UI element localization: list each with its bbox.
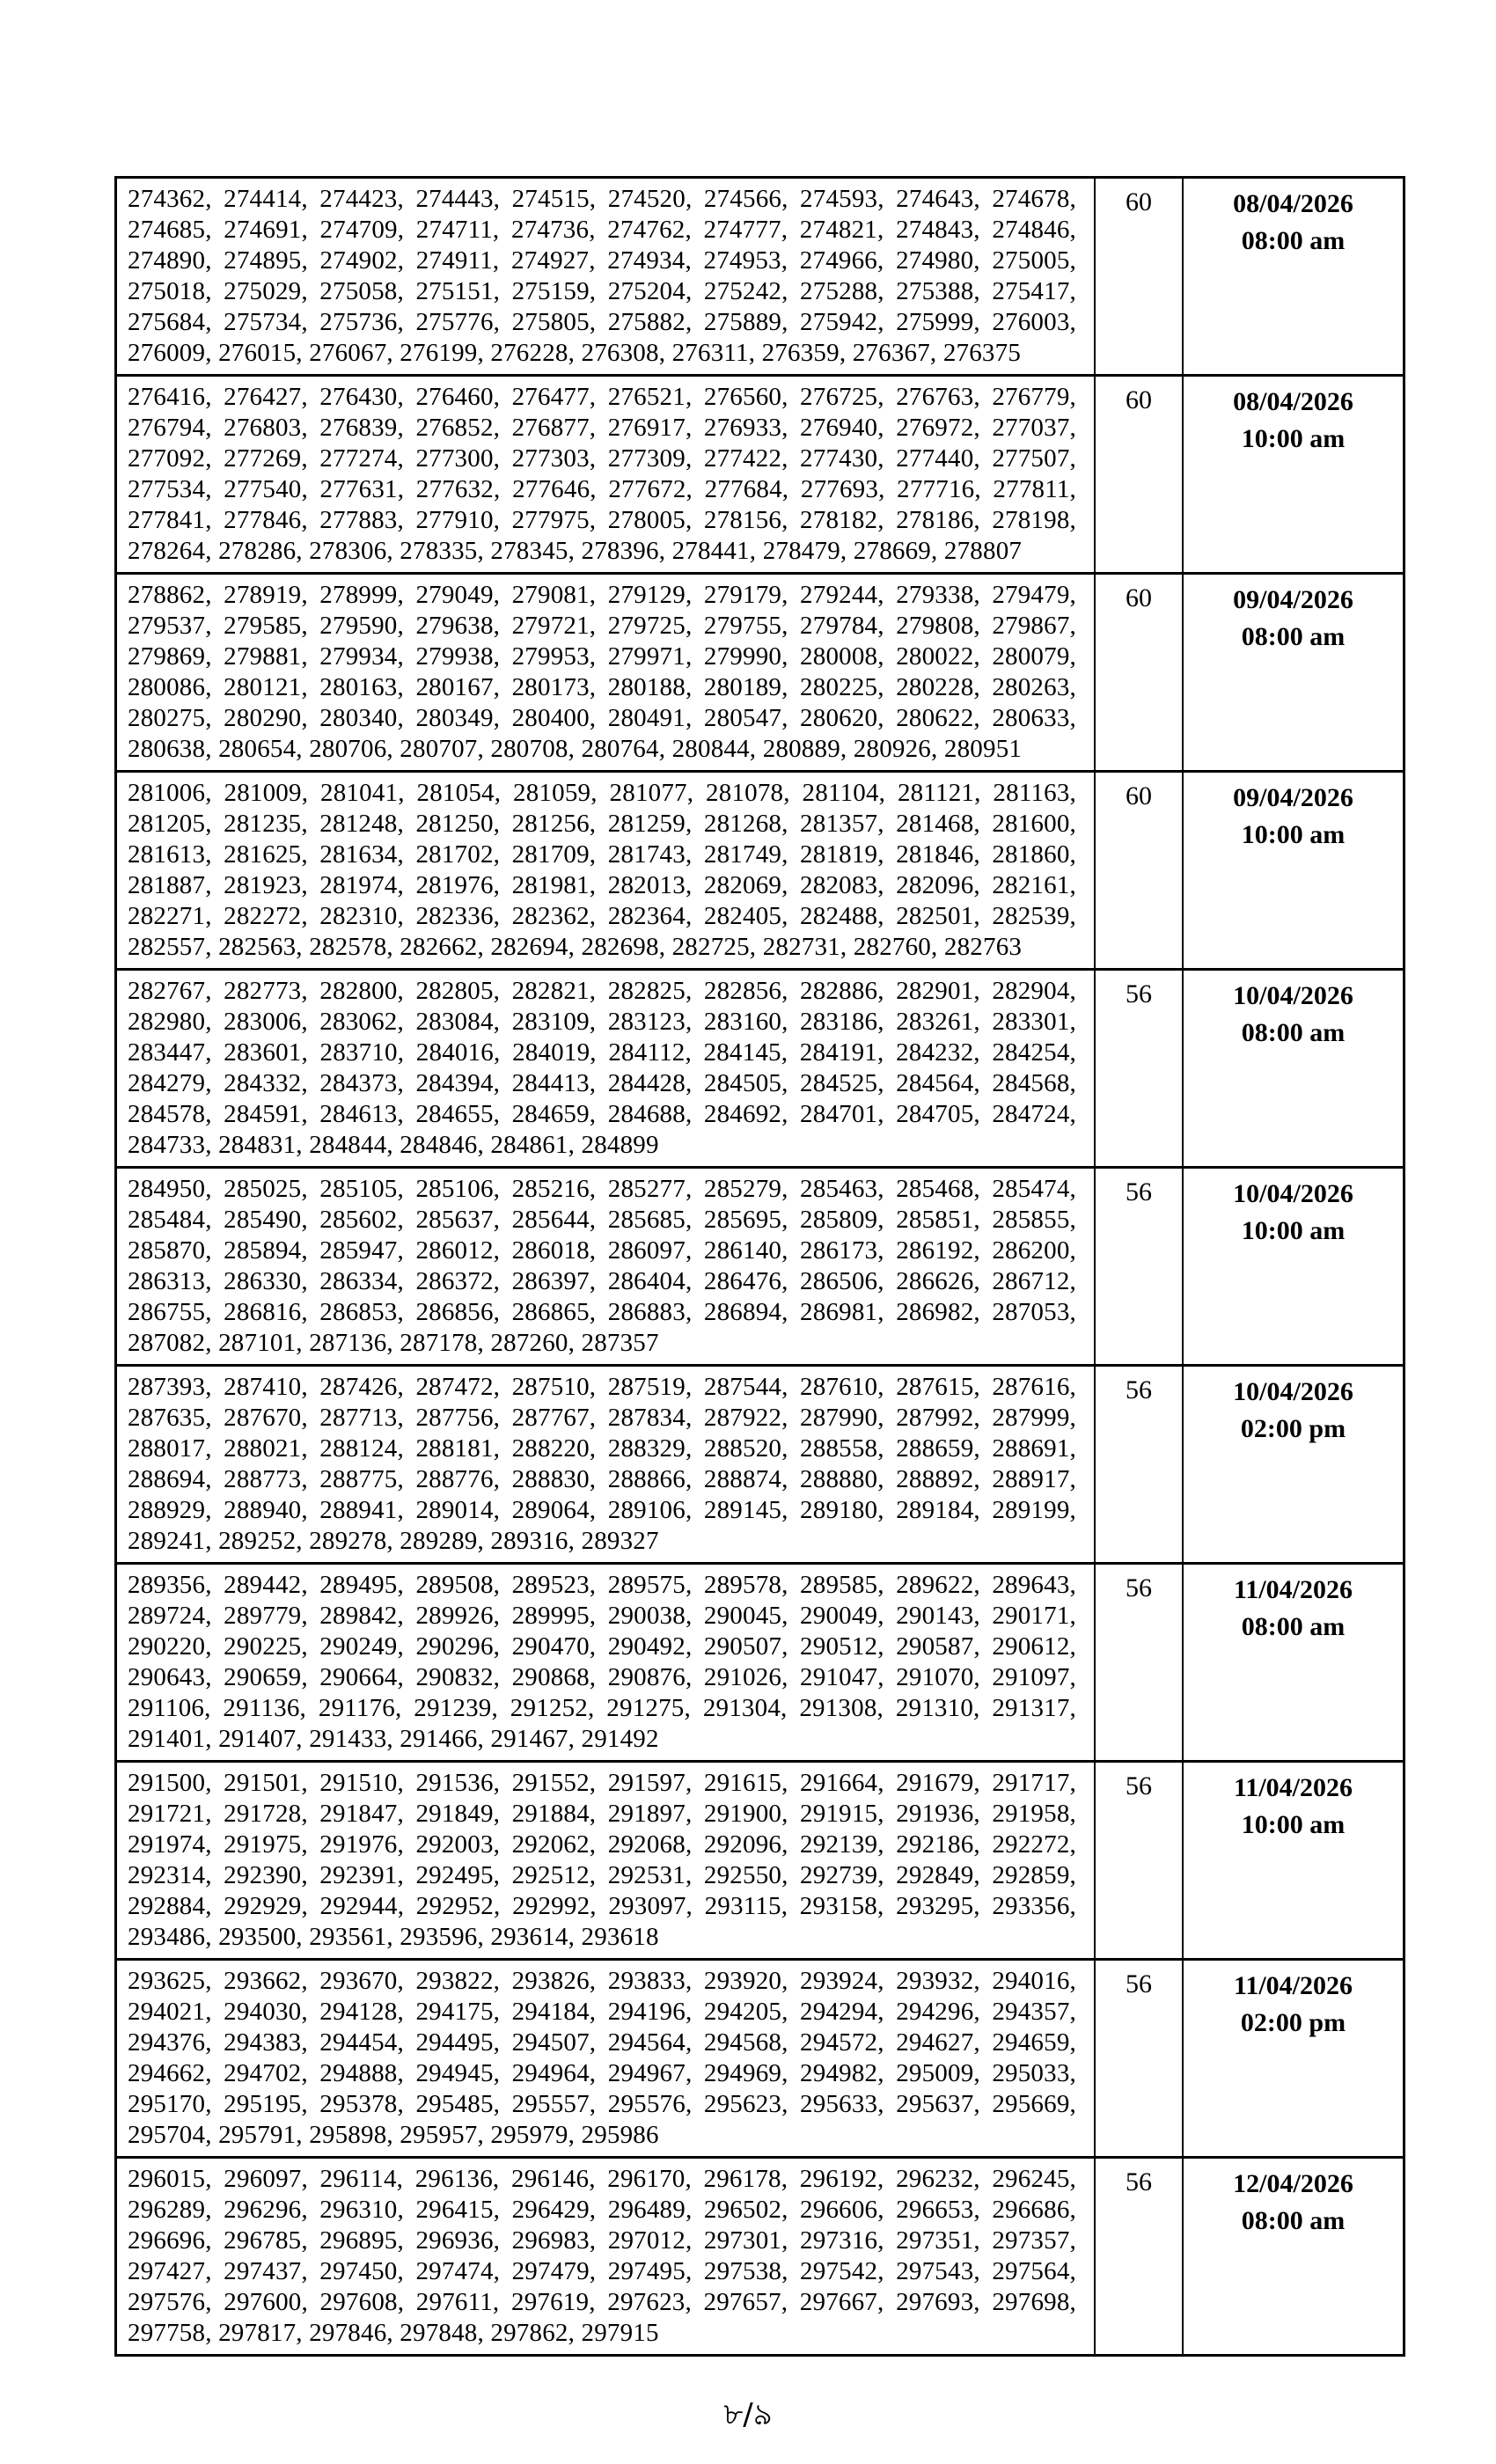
exam-datetime-cell xyxy=(1182,1367,1403,1562)
exam-date: 08/04/2026 xyxy=(1233,189,1353,218)
roll-numbers-cell: 284950, 285025, 285105, 285106, 285216, 285277, 285279, 285463, 285468, 285474, 285484, 285490, 285602, 285637, 285644, 285685, 285695, 285809, 285851, 285855, 285870, 285894, 285947, 286012, 286018, 286097, 286140, 286173, 286192, 286200, 286313, 286330, 286334, 286372, 286397, 286404, 286476, 286506, 286626, 286712, 286755, 286816, 286853, 286856, 286865, 286883, 286894, 286981, 286982, 287053, 287082, 287101, 287136, 287178, 287260, 287357 xyxy=(128,1175,1076,1357)
exam-time: 08:00 am xyxy=(1241,1018,1346,1047)
exam-datetime-cell xyxy=(1182,971,1403,1166)
exam-time: 10:00 am xyxy=(1241,820,1346,849)
candidate-count-cell: 56 xyxy=(1094,971,1182,1166)
exam-date: 10/04/2026 xyxy=(1233,981,1353,1010)
roll-numbers-cell: 291500, 291501, 291510, 291536, 291552, 291597, 291615, 291664, 291679, 291717, 291721, 291728, 291847, 291849, 291884, 291897, 291900, 291915, 291936, 291958, 291974, 291975, 291976, 292003, 292062, 292068, 292096, 292139, 292186, 292272, 292314, 292390, 292391, 292495, 292512, 292531, 292550, 292739, 292849, 292859, 292884, 292929, 292944, 292952, 292992, 293097, 293115, 293158, 293295, 293356, 293486, 293500, 293561, 293596, 293614, 293618 xyxy=(128,1769,1076,1951)
page-number: ৮/৯ xyxy=(723,2397,773,2432)
exam-time: 10:00 am xyxy=(1241,1216,1346,1245)
roll-numbers-cell: 289356, 289442, 289495, 289508, 289523, 289575, 289578, 289585, 289622, 289643, 289724, 289779, 289842, 289926, 289995, 290038, 290045, 290049, 290143, 290171, 290220, 290225, 290249, 290296, 290470, 290492, 290507, 290512, 290587, 290612, 290643, 290659, 290664, 290832, 290868, 290876, 291026, 291047, 291070, 291097, 291106, 291136, 291176, 291239, 291252, 291275, 291304, 291308, 291310, 291317, 291401, 291407, 291433, 291466, 291467, 291492 xyxy=(128,1571,1076,1753)
exam-date: 09/04/2026 xyxy=(1233,585,1353,614)
candidate-count-cell: 56 xyxy=(1094,1565,1182,1760)
exam-schedule-table xyxy=(114,176,1405,2357)
table-row xyxy=(117,1760,1403,1958)
table-row xyxy=(117,968,1403,1166)
exam-time: 02:00 pm xyxy=(1240,1414,1346,1443)
candidate-count-cell: 56 xyxy=(1094,1169,1182,1364)
candidate-count-cell: 60 xyxy=(1094,179,1182,374)
exam-datetime-cell xyxy=(1182,2159,1403,2354)
exam-time: 08:00 am xyxy=(1241,622,1346,651)
table-row xyxy=(117,1166,1403,1364)
candidate-count-cell: 56 xyxy=(1094,1763,1182,1958)
exam-date: 11/04/2026 xyxy=(1233,1575,1353,1604)
roll-numbers-cell: 282767, 282773, 282800, 282805, 282821, 282825, 282856, 282886, 282901, 282904, 282980, 283006, 283062, 283084, 283109, 283123, 283160, 283186, 283261, 283301, 283447, 283601, 283710, 284016, 284019, 284112, 284145, 284191, 284232, 284254, 284279, 284332, 284373, 284394, 284413, 284428, 284505, 284525, 284564, 284568, 284578, 284591, 284613, 284655, 284659, 284688, 284692, 284701, 284705, 284724, 284733, 284831, 284844, 284846, 284861, 284899 xyxy=(128,977,1076,1159)
exam-time: 08:00 am xyxy=(1241,226,1346,255)
exam-date: 09/04/2026 xyxy=(1233,783,1353,812)
roll-numbers-cell: 278862, 278919, 278999, 279049, 279081, 279129, 279179, 279244, 279338, 279479, 279537, 279585, 279590, 279638, 279721, 279725, 279755, 279784, 279808, 279867, 279869, 279881, 279934, 279938, 279953, 279971, 279990, 280008, 280022, 280079, 280086, 280121, 280163, 280167, 280173, 280188, 280189, 280225, 280228, 280263, 280275, 280290, 280340, 280349, 280400, 280491, 280547, 280620, 280622, 280633, 280638, 280654, 280706, 280707, 280708, 280764, 280844, 280889, 280926, 280951 xyxy=(128,581,1076,763)
roll-numbers-cell: 274362, 274414, 274423, 274443, 274515, 274520, 274566, 274593, 274643, 274678, 274685, 274691, 274709, 274711, 274736, 274762, 274777, 274821, 274843, 274846, 274890, 274895, 274902, 274911, 274927, 274934, 274953, 274966, 274980, 275005, 275018, 275029, 275058, 275151, 275159, 275204, 275242, 275288, 275388, 275417, 275684, 275734, 275736, 275776, 275805, 275882, 275889, 275942, 275999, 276003, 276009, 276015, 276067, 276199, 276228, 276308, 276311, 276359, 276367, 276375 xyxy=(128,185,1076,367)
exam-time: 10:00 am xyxy=(1241,1810,1346,1839)
table-row xyxy=(117,1562,1403,1760)
exam-date: 12/04/2026 xyxy=(1233,2169,1353,2198)
table-row xyxy=(117,374,1403,572)
exam-time: 08:00 am xyxy=(1241,1612,1346,1641)
exam-datetime-cell xyxy=(1182,1169,1403,1364)
table-row xyxy=(117,770,1403,968)
exam-time: 08:00 am xyxy=(1241,2206,1346,2235)
exam-datetime-cell xyxy=(1182,773,1403,968)
roll-numbers-cell: 293625, 293662, 293670, 293822, 293826, 293833, 293920, 293924, 293932, 294016, 294021, 294030, 294128, 294175, 294184, 294196, 294205, 294294, 294296, 294357, 294376, 294383, 294454, 294495, 294507, 294564, 294568, 294572, 294627, 294659, 294662, 294702, 294888, 294945, 294964, 294967, 294969, 294982, 295009, 295033, 295170, 295195, 295378, 295485, 295557, 295576, 295623, 295633, 295637, 295669, 295704, 295791, 295898, 295957, 295979, 295986 xyxy=(128,1967,1076,2149)
exam-date: 11/04/2026 xyxy=(1233,1773,1353,1802)
table-row xyxy=(117,2156,1403,2354)
table-row xyxy=(117,1958,1403,2156)
table-row xyxy=(117,1364,1403,1562)
candidate-count-cell: 60 xyxy=(1094,773,1182,968)
roll-numbers-cell: 281006, 281009, 281041, 281054, 281059, 281077, 281078, 281104, 281121, 281163, 281205, 281235, 281248, 281250, 281256, 281259, 281268, 281357, 281468, 281600, 281613, 281625, 281634, 281702, 281709, 281743, 281749, 281819, 281846, 281860, 281887, 281923, 281974, 281976, 281981, 282013, 282069, 282083, 282096, 282161, 282271, 282272, 282310, 282336, 282362, 282364, 282405, 282488, 282501, 282539, 282557, 282563, 282578, 282662, 282694, 282698, 282725, 282731, 282760, 282763 xyxy=(128,779,1076,961)
roll-numbers-cell: 296015, 296097, 296114, 296136, 296146, 296170, 296178, 296192, 296232, 296245, 296289, 296296, 296310, 296415, 296429, 296489, 296502, 296606, 296653, 296686, 296696, 296785, 296895, 296936, 296983, 297012, 297301, 297316, 297351, 297357, 297427, 297437, 297450, 297474, 297479, 297495, 297538, 297542, 297543, 297564, 297576, 297600, 297608, 297611, 297619, 297623, 297657, 297667, 297693, 297698, 297758, 297817, 297846, 297848, 297862, 297915 xyxy=(128,2165,1076,2347)
exam-datetime-cell xyxy=(1182,1763,1403,1958)
candidate-count-cell: 56 xyxy=(1094,2159,1182,2354)
exam-time: 10:00 am xyxy=(1241,424,1346,453)
exam-time: 02:00 pm xyxy=(1240,2008,1346,2037)
exam-datetime-cell xyxy=(1182,1565,1403,1760)
candidate-count-cell: 60 xyxy=(1094,377,1182,572)
roll-numbers-cell: 276416, 276427, 276430, 276460, 276477, 276521, 276560, 276725, 276763, 276779, 276794, 276803, 276839, 276852, 276877, 276917, 276933, 276940, 276972, 277037, 277092, 277269, 277274, 277300, 277303, 277309, 277422, 277430, 277440, 277507, 277534, 277540, 277631, 277632, 277646, 277672, 277684, 277693, 277716, 277811, 277841, 277846, 277883, 277910, 277975, 278005, 278156, 278182, 278186, 278198, 278264, 278286, 278306, 278335, 278345, 278396, 278441, 278479, 278669, 278807 xyxy=(128,383,1076,565)
exam-date: 10/04/2026 xyxy=(1233,1377,1353,1406)
candidate-count-cell: 56 xyxy=(1094,1367,1182,1562)
roll-numbers-cell: 287393, 287410, 287426, 287472, 287510, 287519, 287544, 287610, 287615, 287616, 287635, 287670, 287713, 287756, 287767, 287834, 287922, 287990, 287992, 287999, 288017, 288021, 288124, 288181, 288220, 288329, 288520, 288558, 288659, 288691, 288694, 288773, 288775, 288776, 288830, 288866, 288874, 288880, 288892, 288917, 288929, 288940, 288941, 289014, 289064, 289106, 289145, 289180, 289184, 289199, 289241, 289252, 289278, 289289, 289316, 289327 xyxy=(128,1373,1076,1555)
exam-date: 08/04/2026 xyxy=(1233,387,1353,416)
table-row xyxy=(117,572,1403,770)
exam-datetime-cell xyxy=(1182,377,1403,572)
candidate-count-cell: 60 xyxy=(1094,575,1182,770)
exam-date: 11/04/2026 xyxy=(1233,1971,1353,2000)
exam-datetime-cell xyxy=(1182,1961,1403,2156)
exam-date: 10/04/2026 xyxy=(1233,1179,1353,1208)
candidate-count-cell: 56 xyxy=(1094,1961,1182,2156)
exam-datetime-cell xyxy=(1182,575,1403,770)
exam-datetime-cell xyxy=(1182,179,1403,374)
table-row xyxy=(117,179,1403,374)
